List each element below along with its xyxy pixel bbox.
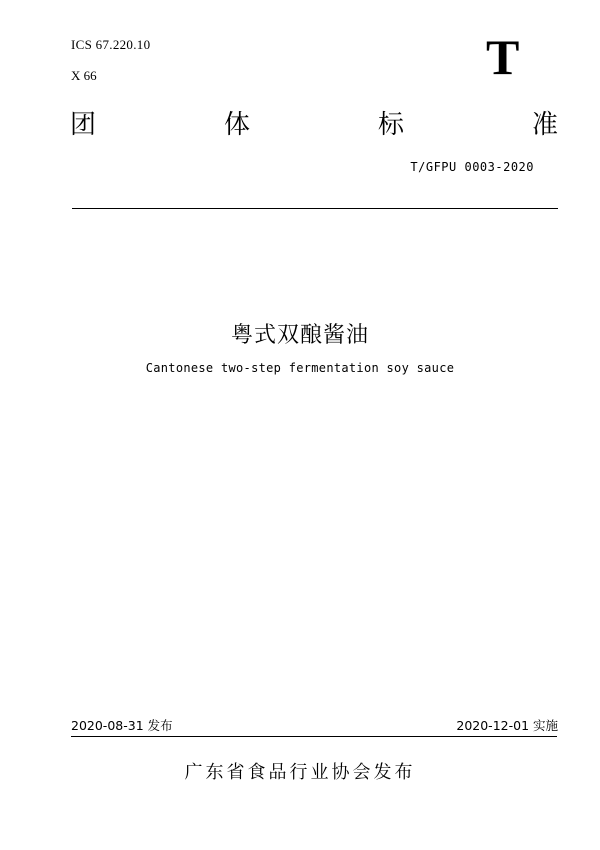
standard-number: T/GFPU 0003-2020 [410, 160, 534, 174]
title-chinese: 粤式双酿酱油 [230, 323, 369, 348]
top-divider [72, 208, 558, 209]
standard-type-char: 团 [70, 110, 97, 140]
ics-code: ICS 67.220.10 [71, 37, 151, 52]
title-english: Cantonese two-step fermentation soy sauce [145, 361, 455, 375]
standard-type-char: 体 [223, 110, 250, 140]
standard-type-char: 标 [377, 110, 404, 140]
publish-date: 2020-08-31 发布 [71, 718, 173, 733]
bottom-divider [71, 736, 557, 737]
standard-type-char: 准 [531, 110, 558, 140]
implement-date: 2020-12-01 实施 [456, 718, 558, 733]
standard-letter: T [486, 29, 520, 85]
standard-type-heading [70, 110, 558, 141]
publisher: 广东省食品行业协会发布 [184, 762, 416, 783]
classification-code: X 66 [71, 68, 97, 83]
